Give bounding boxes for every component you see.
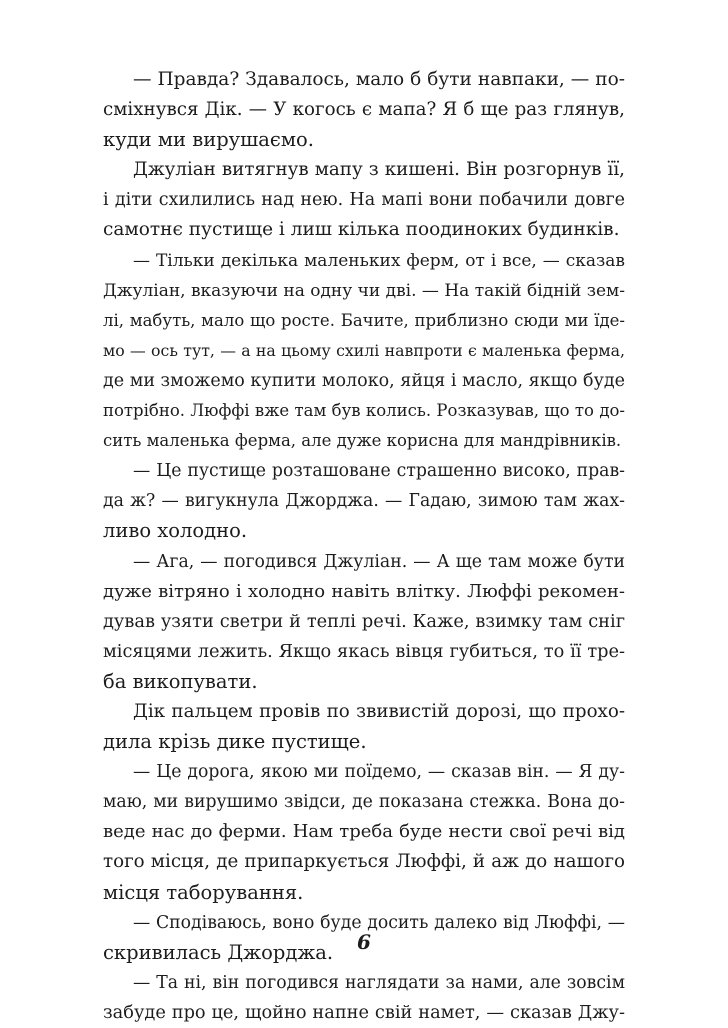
paragraph [103, 697, 625, 757]
paragraph [103, 547, 625, 697]
text-line: мо — ось тут, — а на цьому схилі навпроти є маленька ферма, [103, 340, 625, 360]
paragraph [103, 246, 625, 457]
text-line: де ми зможемо купити молоко, яйця і масло, якщо буде [103, 370, 625, 391]
text-line: — Та ні, він погодився наглядати за нами, але зовсім [133, 972, 625, 993]
text-line: — Це пустище розташоване страшенно високо, прав- [133, 461, 625, 482]
text-line: місця таборування. [103, 880, 304, 904]
text-line: Джуліан, вказуючи на одну чи дві. — На такій бідній зем- [103, 280, 625, 301]
text-line: маю, ми вирушимо звідси, де показана стежка. Вона до- [103, 792, 625, 813]
text-line: і діти схилились над нею. На мапі вони побачили довге [103, 190, 625, 211]
text-line: скривилась Джорджа. [103, 940, 334, 964]
text-line: Дік пальцем провів по звивистій дорозі, що прохо- [133, 700, 625, 722]
text-line: — Тільки декілька маленьких ферм, от і все, — сказав [133, 250, 625, 271]
page-number: 6 [357, 930, 371, 954]
text-line: ба викопувати. [103, 669, 258, 693]
text-line: самотнє пустище і лиш кілька поодиноких будинків. [103, 219, 620, 241]
text-line: сить маленька ферма, але дуже корисна для мандрівників. [103, 431, 622, 451]
text-line: ливо холодно. [103, 519, 248, 543]
paragraph [103, 757, 625, 907]
text-line: місяцями лежить. Якщо якась вівця губиться, то її тре- [103, 641, 625, 662]
text-line: Джуліан витягнув мапу з кишені. Він розгорнув її, [133, 159, 625, 181]
text-line: — Ага, — погодився Джуліан. — А ще там може бути [133, 551, 625, 572]
body-text [103, 65, 625, 1028]
text-line: сміхнувся Дік. — У когось є мапа? Я б ще раз глянув, [103, 99, 625, 121]
text-line: да ж? — вигукнула Джорджа. — Гадаю, зимою там жах- [103, 491, 625, 512]
text-line: дував узяти светри й теплі речі. Каже, взимку там сніг [103, 611, 625, 632]
text-line: потрібно. Люффі вже там був колись. Розказував, що то до- [103, 401, 625, 421]
text-line: того місця, де припаркується Люффі, й аж до нашого [103, 851, 625, 873]
text-line: забуде про це, щойно напне свій намет, — сказав Джу- [103, 1002, 625, 1023]
text-line: — Правда? Здавалось, мало б бути навпаки, — по- [133, 69, 625, 90]
text-line: дила крізь дике пустище. [103, 730, 367, 754]
text-line: — Це дорога, якою ми поїдемо, — сказав він. — Я ду- [133, 762, 625, 783]
text-line: куди ми вирушаємо. [103, 128, 314, 152]
text-line: веде нас до ферми. Нам треба буде нести свої речі від [103, 821, 625, 843]
text-line: дуже вітряно і холодно навіть влітку. Люффі рекомен- [103, 580, 625, 602]
paragraph [103, 968, 625, 1028]
paragraph [103, 155, 625, 245]
paragraph [103, 456, 625, 546]
text-line: — Сподіваюсь, воно буде досить далеко від Люффі, — [133, 912, 625, 933]
paragraph [103, 65, 625, 155]
text-line: лі, мабуть, мало що росте. Бачите, приблизно сюди ми їде- [103, 310, 625, 330]
